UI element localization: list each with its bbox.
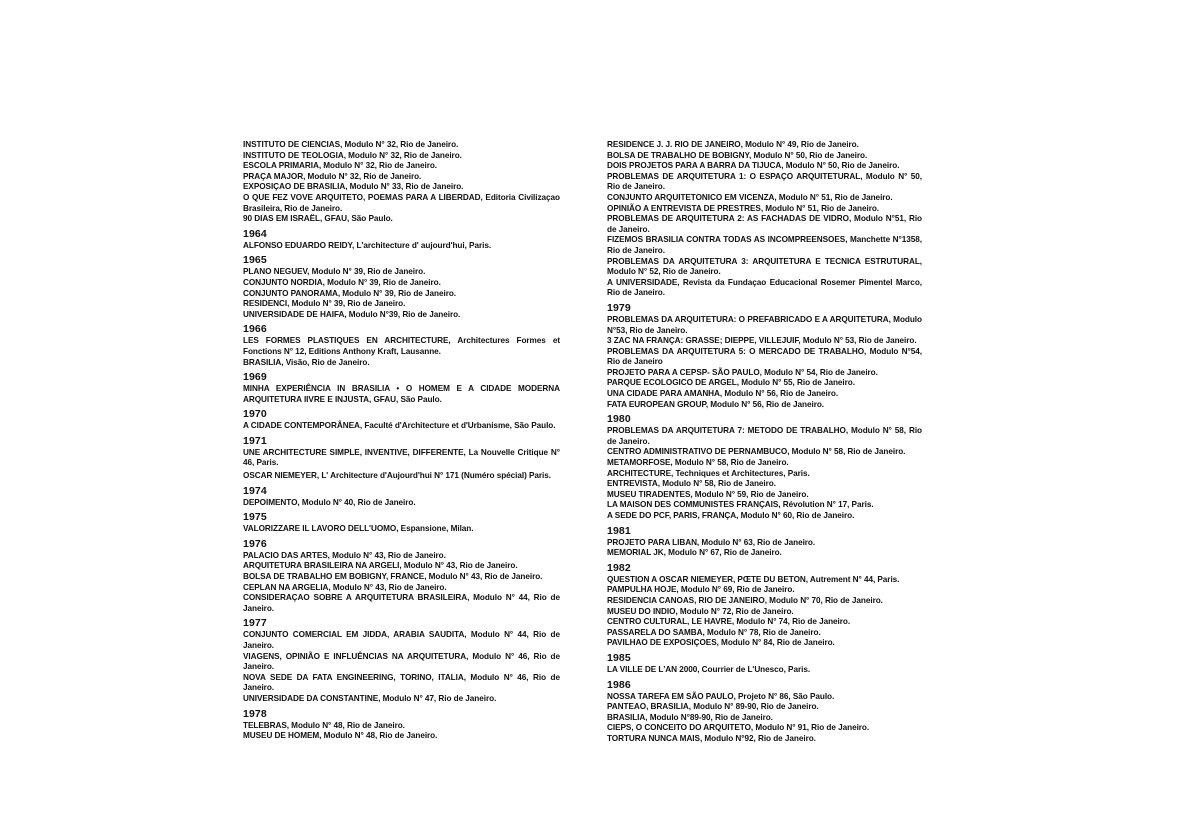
bibliography-entry: DOIS PROJETOS PARA A BARRA DA TIJUCA, Modulo N° 50, Rio de Janeiro. <box>607 161 900 171</box>
year-heading: 1977 <box>243 617 267 630</box>
bibliography-entry: OPINIÃO A ENTREVISTA DE PRESTRES, Modulo N° 51, Rio de Janeiro. <box>607 203 880 213</box>
bibliography-entry: MUSEU TIRADENTES, Modulo N° 59, Rio de Janeiro. <box>607 489 809 499</box>
year-heading: 1976 <box>243 537 267 550</box>
bibliography-entry: FATA EUROPEAN GROUP, Modulo N° 56, Rio de Janeiro. <box>607 399 825 409</box>
bibliography-entry: UNA CIDADE PARA AMANHA, Modulo N° 56, Rio de Janeiro. <box>607 389 839 399</box>
year-heading: 1982 <box>607 561 631 574</box>
bibliography-entry: CENTRO CULTURAL, LE HAVRE, Modulo N° 74, Rio de Janeiro. <box>607 617 851 627</box>
year-heading: 1974 <box>243 484 267 497</box>
bibliography-entry: PANTEAO, BRASILIA, Modulo N° 89-90, Rio de Janeiro. <box>607 702 819 712</box>
bibliography-entry: PASSARELA DO SAMBA, Modulo N° 78, Rio de Janeiro. <box>607 627 821 637</box>
bibliography-entry: MEMORIAL JK, Modulo N° 67, Rio de Janeiro. <box>607 548 782 558</box>
bibliography-entry: RESIDENCE J. J. RIO DE JANEIRO, Modulo N° 49, Rio de Janeiro. <box>607 140 859 149</box>
year-heading: 1979 <box>607 301 631 314</box>
bibliography-entry: PLANO NEGUEV, Modulo N° 39, Rio de Janeiro. <box>243 267 426 277</box>
bibliography-entry: PROBLEMAS DA ARQUITETURA 5: O MERCADO DE TRABALHO, Modulo N°54, Rio de Janeiro <box>607 346 922 367</box>
bibliography-entry: PROJETO PARA A CEPSP- SÃO PAULO, Modulo N° 54, Rio de Janeiro. <box>607 367 878 377</box>
year-heading: 1980 <box>607 413 631 426</box>
bibliography-entry: CONSIDERAÇAO SOBRE A ARQUITETURA BRASILEIRA, Modulo N° 44, Rio de Janeiro. <box>243 593 560 613</box>
bibliography-column-right <box>607 140 922 745</box>
bibliography-entry: METAMORFOSE, Modulo N° 58, Rio de Janeiro. <box>607 458 789 468</box>
year-heading: 1978 <box>243 707 267 720</box>
bibliography-entry: CONJUNTO COMERCIAL EM JIDDA, ARABIA SAUDITA, Modulo N° 44, Rio de Janeiro. <box>243 630 560 650</box>
year-heading: 1970 <box>243 408 267 421</box>
bibliography-entry: A UNIVERSIDADE, Revista da Fundaçao Educacional Rosemer Pimentel Marco, Rio de Janeiro. <box>607 277 922 298</box>
bibliography-entry: CONJUNTO NORDIA, Modulo N° 39, Rio de Janeiro. <box>243 277 441 287</box>
year-heading: 1975 <box>243 511 267 524</box>
bibliography-entry: PROJETO PARA LIBAN, Modulo N° 63, Rio de Janeiro. <box>607 537 816 547</box>
bibliography-entry: PROBLEMAS DE ARQUITETURA 2: AS FACHADAS DE VIDRO, Modulo N°51, Rio de Janeiro. <box>607 214 922 234</box>
bibliography-entry: MINHA EXPERIÊNCIA IN BRASILIA • O HOMEM E A CIDADE MODERNA ARQUITETURA IIVRE E INJUSTA, GFAU, São Paulo. <box>243 384 560 404</box>
bibliography-entry: ESCOLA PRIMARIA, Modulo N° 32, Rio de Janeiro. <box>243 161 438 171</box>
year-heading: 1971 <box>243 434 267 447</box>
bibliography-entry: OSCAR NIEMEYER, L' Architecture d'Aujourd'hui N° 171 (Numéro spécial) Paris. <box>243 471 552 481</box>
bibliography-entry: TELEBRAS, Modulo N° 48, Rio de Janeiro. <box>243 720 405 730</box>
bibliography-entry: UNIVERSIDADE DE HAIFA, Modulo N°39, Rio de Janeiro. <box>243 309 461 319</box>
bibliography-entry: O QUE FEZ VOVE ARQUITETO, POEMAS PARA A LIBERDAD, Editoria Civilizaçao Brasileira, Rio de Janeiro. <box>243 192 560 213</box>
bibliography-entry: PAMPULHA HOJE, Modulo N° 69, Rio de Janeiro. <box>607 585 795 595</box>
bibliography-entry: 3 ZAC NA FRANÇA: GRASSE; DIEPPE, VILLEJUIF, Modulo N° 53, Rio de Janeiro. <box>607 336 917 346</box>
bibliography-entry: A SEDE DO PCF, PARIS, FRANÇA, Modulo N° 60, Rio de Janeiro. <box>607 511 855 520</box>
bibliography-entry: ENTREVISTA, Modulo N° 58, Rio de Janeiro. <box>607 479 776 489</box>
bibliography-entry: CEPLAN NA ARGELIA, Modulo N° 43, Rio de Janeiro. <box>243 582 447 592</box>
year-heading: 1966 <box>243 323 267 336</box>
bibliography-entry: PROBLEMAS DE ARQUITETURA 1: O ESPAÇO ARQUITETURAL, Modulo N° 50, Rio de Janeiro. <box>607 171 922 192</box>
bibliography-entry: ARCHITECTURE, Techniques et Architectures, Paris. <box>607 468 810 478</box>
bibliography-entry: CONJUNTO ARQUITETONICO EM VICENZA, Modulo N° 51, Rio de Janeiro. <box>607 192 893 202</box>
bibliography-entry: VALORIZZARE IL LAVORO DELL'UOMO, Espansione, Milan. <box>243 524 474 534</box>
bibliography-entry: QUESTION A OSCAR NIEMEYER, PŒTE DU BETON, Autrement N° 44, Paris. <box>607 574 900 584</box>
bibliography-entry: NOVA SEDE DA FATA ENGINEERING, TORINO, ITALIA, Modulo N° 46, Rio de Janeiro. <box>243 672 560 693</box>
bibliography-entry: LES FORMES PLASTIQUES EN ARCHITECTURE, Architectures Formes et Fonctions N° 12, Editions Anthony Kraft, Lausanne. <box>243 336 560 356</box>
bibliography-entry: ALFONSO EDUARDO REIDY, L'architecture d' aujourd'hui, Paris. <box>243 240 492 250</box>
bibliography-entry: LA VILLE DE L'AN 2000, Courrier de L'Unesco, Paris. <box>607 664 811 674</box>
bibliography-entry: PROBLEMAS DA ARQUITETURA 3: ARQUITETURA E TECNICA ESTRUTURAL, Modulo N° 52, Rio de Janeiro. <box>607 256 922 277</box>
bibliography-entry: MUSEU DE HOMEM, Modulo N° 48, Rio de Janeiro. <box>243 731 438 741</box>
year-heading: 1985 <box>607 651 631 664</box>
bibliography-entry: ARQUITETURA BRASILEIRA NA ARGELI, Modulo N° 43, Rio de Janeiro. <box>243 561 518 571</box>
bibliography-entry: VIAGENS, OPINIÃO E INFLUÊNCIAS NA ARQUITETURA, Modulo N° 46, Rio de Janeiro. <box>243 651 560 672</box>
bibliography-entry: BOLSA DE TRABALHO DE BOBIGNY, Modulo N° 50, Rio de Janeiro. <box>607 150 868 160</box>
bibliography-entry: CIEPS, O CONCEITO DO ARQUITETO, Modulo N° 91, Rio de Janeiro. <box>607 723 870 733</box>
bibliography-entry: DEPOIMENTO, Modulo N° 40, Rio de Janeiro. <box>243 497 416 507</box>
bibliography-entry: PAVILHAO DE EXPOSIÇOES, Modulo N° 84, Rio de Janeiro. <box>607 638 835 648</box>
bibliography-entry: NOSSA TAREFA EM SÃO PAULO, Projeto N° 86, São Paulo. <box>607 691 835 701</box>
year-heading: 1986 <box>607 678 631 691</box>
bibliography-entry: TORTURA NUNCA MAIS, Modulo N°92, Rio de Janeiro. <box>607 733 816 743</box>
bibliography-entry: RESIDENCIA CANOAS, RIO DE JANEIRO, Modulo N° 70, Rio de Janeiro. <box>607 595 883 605</box>
bibliography-entry: UNE ARCHITECTURE SIMPLE, INVENTIVE, DIFFERENTE, La Nouvelle Critique N° 46, Paris. <box>243 447 560 468</box>
bibliography-entry: BRASILIA, Modulo N°89-90, Rio de Janeiro. <box>607 712 773 722</box>
bibliography-entry: 90 DIAS EM ISRAËL, GFAU, São Paulo. <box>243 214 393 224</box>
bibliography-entry: PALACIO DAS ARTES, Modulo N° 43, Rio de Janeiro. <box>243 550 446 560</box>
bibliography-entry: INSTITUTO DE TEOLOGIA, Modulo N° 32, Rio de Janeiro. <box>243 150 462 160</box>
bibliography-entry: CONJUNTO PANORAMA, Modulo N° 39, Rio de Janeiro. <box>243 288 457 298</box>
bibliography-entry: PROBLEMAS DA ARQUITETURA: O PREFABRICADO E A ARQUITETURA, Modulo N°53, Rio de Janeiro. <box>607 314 922 335</box>
year-heading: 1964 <box>243 227 267 240</box>
bibliography-entry: PROBLEMAS DA ARQUITETURA 7: METODO DE TRABALHO, Modulo N° 58, Rio de Janeiro. <box>607 426 922 446</box>
bibliography-entry: FIZEMOS BRASILIA CONTRA TODAS AS INCOMPREENSOES, Manchette N°1358, Rio de Janeiro. <box>607 235 922 255</box>
bibliography-entry: RESIDENCI, Modulo N° 39, Rio de Janeiro. <box>243 299 406 309</box>
year-heading: 1965 <box>243 254 267 267</box>
bibliography-entry: CENTRO ADMINISTRATIVO DE PERNAMBUCO, Modulo N° 58, Rio de Janeiro. <box>607 447 906 457</box>
bibliography-entry: A CIDADE CONTEMPORÂNEA, Faculté d'Architecture et d'Urbanisme, São Paulo. <box>243 421 556 431</box>
year-heading: 1981 <box>607 524 631 537</box>
bibliography-entry: UNIVERSIDADE DA CONSTANTINE, Modulo N° 47, Rio de Janeiro. <box>243 693 497 703</box>
bibliography-column-left <box>243 140 560 742</box>
bibliography-entry: MUSEU DO INDIO, Modulo N° 72, Rio de Janeiro. <box>607 606 794 616</box>
bibliography-entry: BOLSA DE TRABALHO EM BOBIGNY, FRANCE, Modulo N° 43, Rio de Janeiro. <box>243 572 543 582</box>
bibliography-entry: INSTITUTO DE CIENCIAS, Modulo N° 32, Rio de Janeiro. <box>243 140 459 149</box>
bibliography-entry: EXPOSIÇAO DE BRASILIA, Modulo N° 33, Rio de Janeiro. <box>243 182 464 192</box>
bibliography-entry: PRAÇA MAJOR, Modulo N° 32, Rio de Janeiro. <box>243 171 422 181</box>
bibliography-entry: PARQUE ECOLOGICO DE ARGEL, Modulo N° 55, Rio de Janeiro. <box>607 378 855 388</box>
bibliography-entry: LA MAISON DES COMMUNISTES FRANÇAIS, Révolution N° 17, Paris. <box>607 500 874 510</box>
bibliography-entry: BRASILIA, Visão, Rio de Janeiro. <box>243 357 370 367</box>
year-heading: 1969 <box>243 371 267 384</box>
